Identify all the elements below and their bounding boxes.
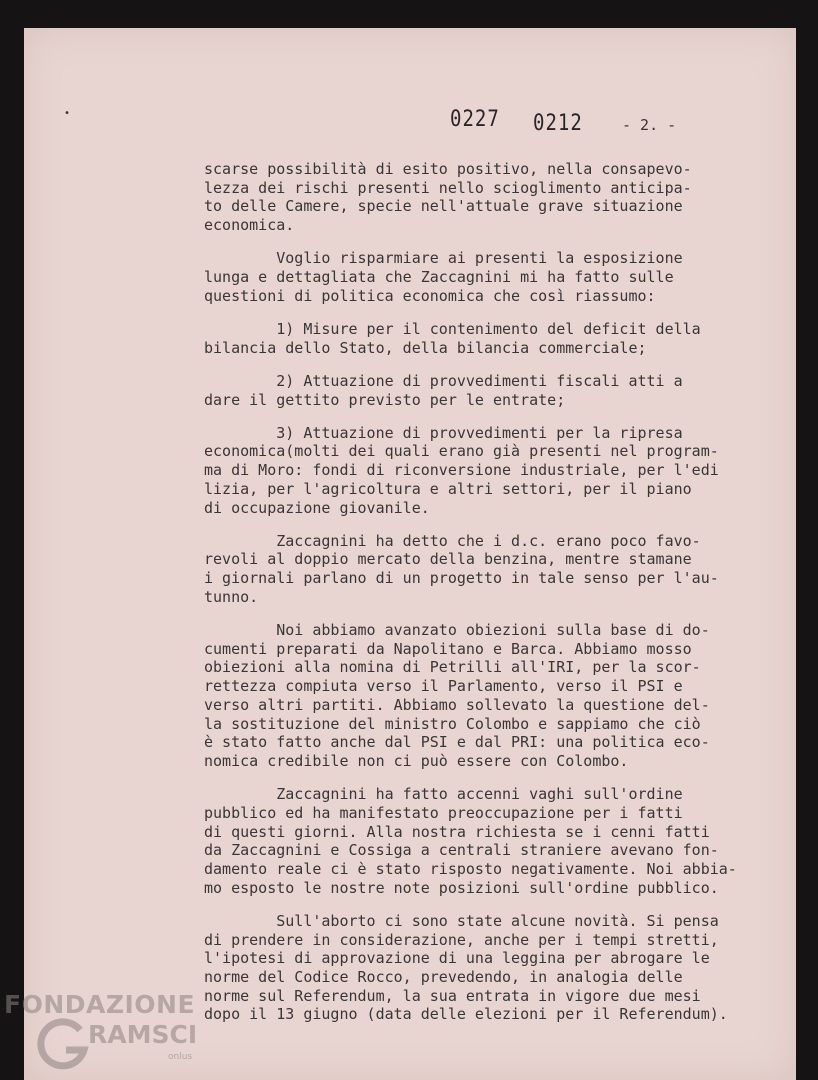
text-line: dopo il 13 giugno (data delle elezioni per il Referendum). (204, 1005, 728, 1024)
paragraph (204, 372, 784, 409)
paragraph (204, 912, 784, 1024)
text-line: Sull'aborto ci sono state alcune novità. Si pensa (204, 911, 719, 930)
text-line: revoli al doppio mercato della benzina, mentre stamane (204, 550, 692, 569)
text-line: cumenti preparati da Napolitano e Barca. Abbiamo mosso (204, 639, 692, 658)
text-line: dare il gettito previsto per le entrate; (204, 390, 566, 409)
text-line: bilancia dello Stato, della bilancia commerciale; (204, 338, 647, 357)
text-line: norme sul Referendum, la sua entrata in vigore due mesi (204, 986, 701, 1005)
text-line: da Zaccagnini e Cossiga a centrali straniere avevano fon- (204, 841, 719, 860)
text-line: i giornali parlano di un progetto in tale senso per l'au- (204, 569, 719, 588)
page-number: - 2. - (622, 116, 677, 134)
text-line: di prendere in considerazione, anche per i tempi stretti, (204, 930, 719, 949)
text-line: verso altri partiti. Abbiamo sollevato la questione del- (204, 695, 710, 714)
text-line: lunga e dettagliata che Zaccagnini mi ha fatto sulle (204, 268, 674, 287)
text-line: obiezioni alla nomina di Petrilli all'IRI, per la scor- (204, 658, 701, 677)
archive-number-2: 0212 (533, 110, 583, 136)
text-line: lezza dei rischi presenti nello scioglimento anticipa- (204, 178, 692, 197)
text-line: è stato fatto anche dal PSI e dal PRI: una politica eco- (204, 733, 710, 752)
archive-number-1: 0227 (450, 106, 500, 132)
text-line: 3) Attuazione di provvedimenti per la ripresa (204, 423, 683, 442)
text-line: tunno. (204, 587, 259, 606)
document-page (24, 28, 796, 1080)
text-line: ma di Moro: fondi di riconversione industriale, per l'edi (204, 461, 719, 480)
text-line: di occupazione giovanile. (204, 498, 430, 517)
text-line: l'ipotesi di approvazione di una leggina per abrogare le (204, 949, 710, 968)
paragraph (204, 249, 784, 305)
text-line: economica. (204, 216, 295, 235)
text-line: lizia, per l'agricoltura e altri settori, per il piano (204, 479, 692, 498)
text-line: to delle Camere, specie nell'attuale grave situazione (204, 197, 683, 216)
text-line: economica(molti dei quali erano già presenti nel program- (204, 442, 719, 461)
text-line: la sostituzione del ministro Colombo e sappiamo che ciò (204, 714, 701, 733)
text-line: Voglio risparmiare ai presenti la esposizione (204, 249, 683, 268)
paragraph (204, 532, 784, 607)
paragraph (204, 424, 784, 518)
gramsci-g-logo-icon (34, 1016, 92, 1074)
paragraph (204, 320, 784, 357)
fondazione-gramsci-watermark (4, 990, 204, 1080)
text-line: rettezza compiuta verso il Parlamento, verso il PSI e (204, 677, 683, 696)
text-line: damento reale ci è stato risposto negativamente. Noi abbia- (204, 860, 737, 878)
text-line: pubblico ed ha manifestato preoccupazione per i fatti (204, 803, 683, 822)
text-line: nomica credibile non ci può essere con Colombo. (204, 751, 629, 770)
watermark-line-2: RAMSCI (88, 1020, 198, 1049)
page-header (24, 108, 796, 138)
watermark-onlus: onlus (168, 1052, 193, 1062)
paragraph (204, 160, 784, 235)
text-line: 1) Misure per il contenimento del deficit della (204, 319, 701, 338)
text-line: scarse possibilità di esito positivo, nella consapevo- (204, 160, 692, 178)
text-line: Noi abbiamo avanzato obiezioni sulla base di do- (204, 621, 710, 640)
text-line: mo esposto le nostre note posizioni sull'ordine pubblico. (204, 878, 719, 897)
paragraph (204, 785, 784, 897)
text-line: questioni di politica economica che così riassumo: (204, 286, 656, 305)
text-line: 2) Attuazione di provvedimenti fiscali atti a (204, 371, 683, 390)
paragraph (204, 621, 784, 771)
text-line: di questi giorni. Alla nostra richiesta se i cenni fatti (204, 822, 710, 841)
text-line: Zaccagnini ha fatto accenni vaghi sull'ordine (204, 785, 683, 804)
ink-dot: • (64, 108, 71, 119)
text-line: Zaccagnini ha detto che i d.c. erano poco favo- (204, 531, 701, 550)
document-body (204, 160, 784, 1039)
text-line: norme del Codice Rocco, prevedendo, in analogia delle (204, 968, 683, 987)
watermark-line-1: FONDAZIONE (4, 990, 196, 1019)
